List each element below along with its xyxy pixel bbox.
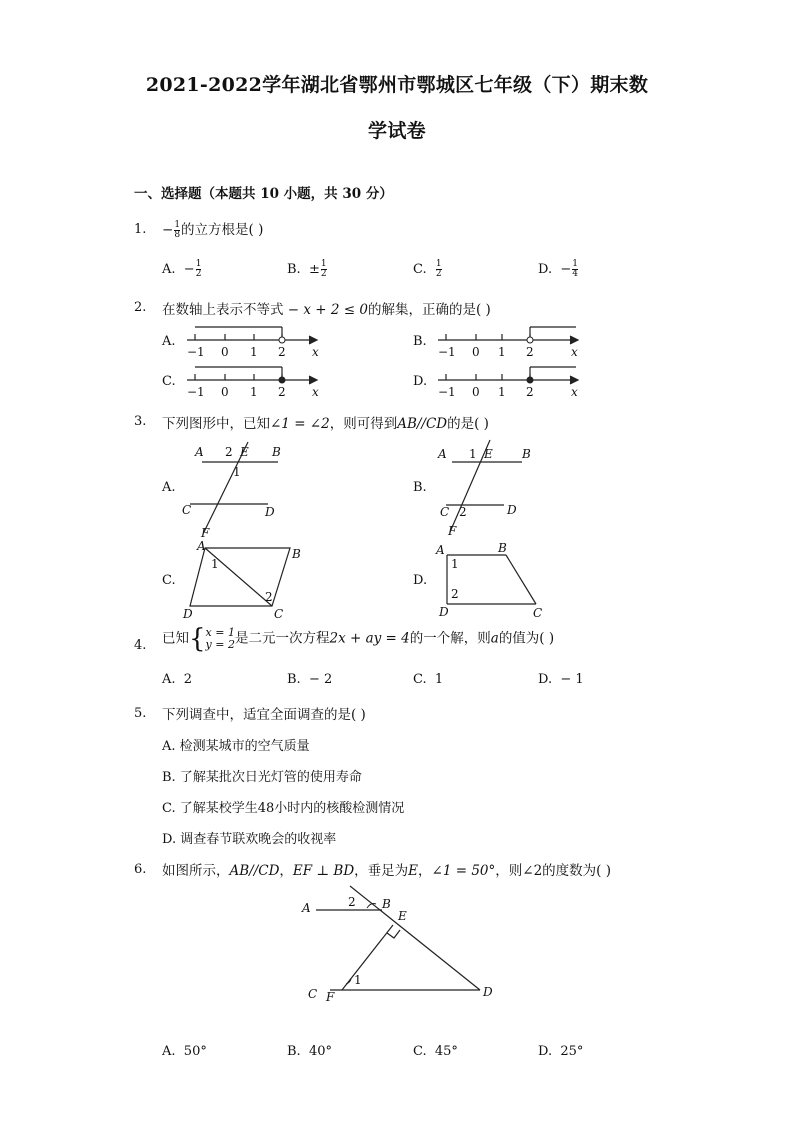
svg-text:C: C: [182, 503, 192, 517]
q4-option-d[interactable]: D. − 1: [538, 672, 584, 687]
svg-text:D: D: [265, 505, 275, 519]
svg-text:F: F: [448, 524, 457, 538]
svg-text:B: B: [382, 897, 391, 911]
q4-option-a[interactable]: A. 2: [162, 672, 193, 687]
svg-text:0: 0: [221, 385, 229, 399]
svg-text:A: A: [195, 445, 204, 459]
svg-text:E: E: [240, 445, 249, 459]
q3-label-d[interactable]: D.: [413, 573, 428, 588]
svg-text:0: 0: [472, 345, 480, 359]
q4-system: x = 1 y = 2: [205, 626, 235, 651]
q1-number: 1.: [134, 222, 147, 237]
q2-label-c[interactable]: C.: [162, 374, 176, 389]
svg-text:0: 0: [221, 345, 229, 359]
q1-prefix: −: [162, 222, 174, 238]
q4-stem: 已知{ x = 1 y = 2 是二元一次方程2x + ay = 4的一个解，则a的值为( ): [162, 624, 555, 654]
q3-label-b[interactable]: B.: [413, 480, 427, 495]
q1-stem: [162, 218, 263, 240]
svg-text:1: 1: [250, 345, 258, 359]
svg-text:C: C: [308, 987, 318, 1001]
q6-stem: 如图所示，AB//CD，EF ⊥ BD，垂足为E，∠1 = 50°，则∠2的度数为( ): [162, 863, 611, 879]
svg-text:E: E: [484, 447, 493, 461]
svg-text:2: 2: [278, 385, 286, 399]
q1-option-a[interactable]: A. − $\frac{1}{2}$: [162, 259, 202, 279]
svg-text:x: x: [571, 385, 578, 399]
q1-option-b[interactable]: B. ± $\frac{1}{2}$: [287, 259, 327, 279]
q6-angle2-label: 2: [348, 895, 356, 909]
q5-option-d[interactable]: D. 调查春节联欢晚会的收视率: [162, 832, 337, 847]
q4-option-b[interactable]: B. − 2: [287, 672, 333, 687]
svg-text:C: C: [440, 505, 450, 519]
svg-text:1: 1: [498, 385, 506, 399]
q4-option-c[interactable]: C. 1: [413, 672, 444, 687]
q6-angle1-label: 1: [354, 973, 362, 987]
page-title-line1: 2021-2022学年湖北省鄂州市鄂城区七年级（下）期末数: [145, 74, 649, 96]
svg-text:1: 1: [211, 557, 219, 571]
svg-text:A: A: [436, 543, 445, 557]
svg-text:2: 2: [278, 345, 286, 359]
svg-text:B: B: [522, 447, 531, 461]
q6-option-b[interactable]: B. 40°: [287, 1044, 332, 1059]
section-header: 一、选择题（本题共 10 小题，共 30 分）: [134, 186, 393, 202]
q2-number: 2.: [134, 300, 147, 315]
q5-option-b[interactable]: B. 了解某批次日光灯管的使用寿命: [162, 770, 362, 785]
q3-number: 3.: [134, 414, 147, 429]
svg-text:2: 2: [526, 385, 534, 399]
q5-option-a[interactable]: A. 检测某城市的空气质量: [162, 739, 310, 754]
q2-label-d[interactable]: D.: [413, 374, 428, 389]
svg-text:2: 2: [459, 505, 467, 519]
svg-text:x: x: [571, 345, 578, 359]
svg-text:B: B: [292, 547, 301, 561]
svg-text:D: D: [507, 503, 517, 517]
svg-text:2: 2: [265, 590, 273, 604]
page-title-line2: 学试卷: [368, 120, 426, 142]
svg-text:−1: −1: [187, 345, 205, 359]
svg-text:B: B: [272, 445, 281, 459]
q3-figure-d: [434, 538, 564, 623]
svg-text:D: D: [483, 985, 493, 999]
svg-text:x: x: [312, 385, 319, 399]
q6-option-d[interactable]: D. 25°: [538, 1044, 584, 1059]
svg-text:1: 1: [233, 465, 241, 479]
q3-label-c[interactable]: C.: [162, 573, 176, 588]
q2-label-a[interactable]: A.: [162, 334, 176, 349]
q6-option-c[interactable]: C. 45°: [413, 1044, 458, 1059]
q3-label-a[interactable]: A.: [162, 480, 176, 495]
q3-figure-c: [180, 538, 310, 623]
svg-text:1: 1: [451, 557, 459, 571]
q5-option-c[interactable]: C. 了解某校学生48小时内的核酸检测情况: [162, 801, 405, 816]
svg-text:D: D: [439, 605, 449, 619]
svg-text:E: E: [398, 909, 407, 923]
q3-figure-a: [180, 440, 300, 540]
q3-figure-b: [436, 440, 556, 540]
svg-text:A: A: [302, 901, 311, 915]
svg-text:C: C: [274, 607, 284, 621]
svg-text:F: F: [326, 990, 335, 1004]
svg-text:1: 1: [498, 345, 506, 359]
svg-text:A: A: [197, 539, 206, 553]
svg-text:1: 1: [250, 385, 258, 399]
q2-stem: 在数轴上表示不等式 − x + 2 ≤ 0的解集，正确的是( ): [162, 302, 491, 318]
q2-numberline-c: [185, 364, 335, 400]
svg-text:F: F: [201, 526, 210, 540]
q2-numberline-d: [436, 364, 586, 400]
q6-number: 6.: [134, 862, 147, 877]
svg-text:−1: −1: [187, 385, 205, 399]
svg-text:C: C: [533, 606, 543, 620]
q5-stem: 下列调查中，适宜全面调查的是( ): [162, 707, 366, 723]
q2-numberline-b: [436, 324, 586, 360]
svg-text:x: x: [312, 345, 319, 359]
svg-text:−1: −1: [438, 345, 456, 359]
q1-option-d[interactable]: D. − $\frac{1}{4}$: [538, 259, 578, 279]
svg-text:A: A: [438, 447, 447, 461]
q1-text: 的立方根是( ): [181, 222, 264, 238]
svg-text:−1: −1: [438, 385, 456, 399]
svg-text:B: B: [498, 541, 507, 555]
q3-stem: 下列图形中，已知∠1 = ∠2，则可得到AB//CD的是( ): [162, 416, 489, 432]
q2-label-b[interactable]: B.: [413, 334, 427, 349]
q6-figure: [298, 882, 503, 1007]
q1-fraction: $\frac{1}{8}$: [174, 220, 181, 240]
svg-text:0: 0: [472, 385, 480, 399]
svg-text:D: D: [183, 607, 193, 621]
q5-number: 5.: [134, 706, 147, 721]
q2-numberline-a: [185, 324, 335, 360]
q4-number: 4.: [134, 638, 147, 653]
q6-option-a[interactable]: A. 50°: [162, 1044, 207, 1059]
svg-text:1: 1: [469, 447, 477, 461]
q1-option-c[interactable]: C. $\frac{1}{2}$: [413, 259, 442, 279]
svg-text:2: 2: [225, 445, 233, 459]
svg-text:2: 2: [526, 345, 534, 359]
svg-text:2: 2: [451, 587, 459, 601]
